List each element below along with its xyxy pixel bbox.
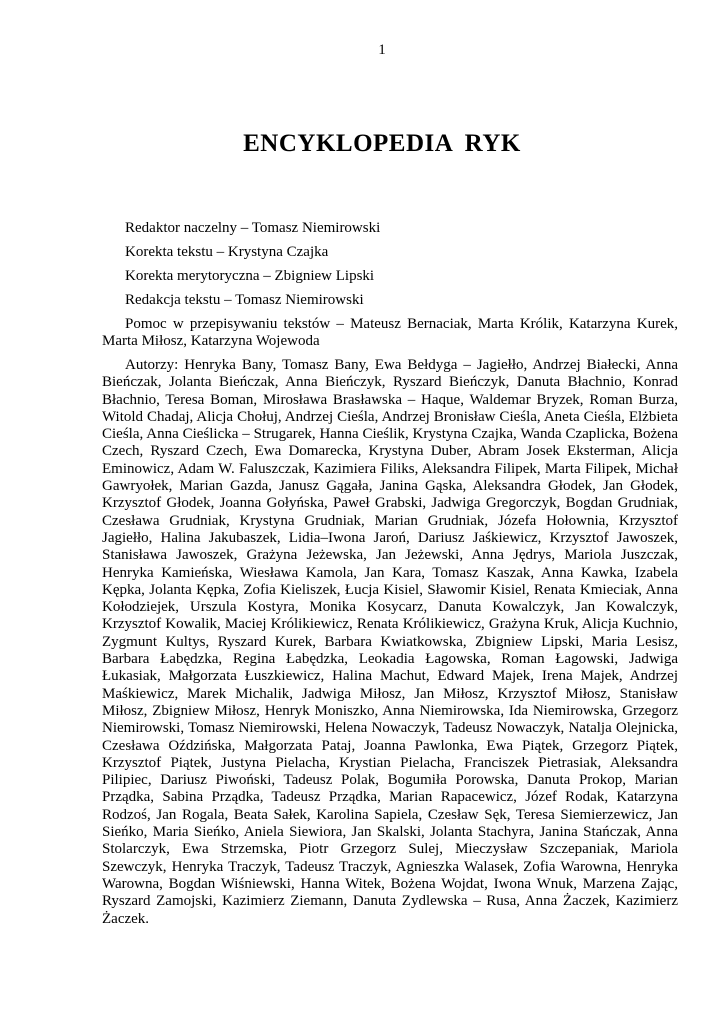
page-number: 1 [378, 42, 386, 58]
document-title: ENCYKLOPEDIA RYK [243, 130, 521, 157]
credit-transcription-help: Pomoc w przepisywaniu tekstów – Mateusz Bernaciak, Marta Królik, Katarzyna Kurek, Marta Miłosz, Katarzyna Wojewoda [102, 316, 678, 349]
credit-editor-in-chief: Redaktor naczelny – Tomasz Niemirowski [125, 220, 381, 236]
credit-text-editing: Redakcja tekstu – Tomasz Niemirowski [125, 292, 364, 308]
authors-list: Autorzy: Henryka Bany, Tomasz Bany, Ewa Bełdyga – Jagiełło, Andrzej Białecki, Anna Bieńczak, Jolanta Bieńczak, Anna Bieńczyk, Ryszard Bieńczyk, Danuta Błachnio, Konrad Błachnio, Teresa Boman, Mirosława Brasławska – Haque, Waldemar Bryzek, Roman Burza, Witold Chadaj, Alicja Chołuj, Andrzej Cieśla, Andrzej Bronisław Cieśla, Aneta Cieśla, Elżbieta Cieśla, Anna Cieślicka – Strugarek, Hanna Cieślik, Krystyna Czajka, Wanda Czaplicka, Bożena Czech, Ryszard Czech, Ewa Domarecka, Krystyna Duber, Abram Josek Eksterman, Alicja Eminowicz, Adam W. Faluszczak, Kazimiera Filiks, Aleksandra Filipek, Marta Filipek, Michał Gawryołek, Marian Gazda, Janusz Gągała, Janina Gąska, Aleksandra Głodek, Jan Głodek, Krzysztof Głodek, Joanna Gołyńska, Paweł Grabski, Jadwiga Gregorczyk, Bogdan Grudniak, Czesława Grudniak, Krystyna Grudniak, Marian Grudniak, Józefa Hołownia, Krzysztof Jagiełło, Halina Jakubaszek, Lidia–Iwona Jaroń, Dariusz Jaśkiewicz, Krzysztof Jawoszek, Stanisława Jawoszek, Grażyna Jeżewska, Jan Jeżewski, Anna Jędrys, Mariola Juszczak, Henryka Kamieńska, Wiesława Kamola, Jan Kara, Tomasz Kaszak, Anna Kawka, Izabela Kępka, Jolanta Kępka, Zofia Kieliszek, Łucja Kisiel, Sławomir Kisiel, Renata Kmieciak, Anna Kołodziejek, Urszula Kostyra, Monika Kosycarz, Danuta Kowalczyk, Jan Kowalczyk, Krzysztof Kowalik, Maciej Królikiewicz, Renata Królikiewicz, Grażyna Kruk, Alicja Kuchnio, Zygmunt Kultys, Ryszard Kurek, Barbara Kwiatkowska, Zbigniew Lipski, Maria Lesisz, Barbara Łabędzka, Regina Łabędzka, Leokadia Łagowska, Roman Łagowski, Jadwiga Łukasiak, Małgorzata Łuszkiewicz, Halina Machut, Edward Majek, Irena Majek, Andrzej Maśkiewicz, Marek Michalik, Jadwiga Miłosz, Jan Miłosz, Krzysztof Miłosz, Stanisław Miłosz, Zbigniew Miłosz, Henryk Moniszko, Anna Niemirowska, Ida Niemirowska, Grzegorz Niemirowski, Tomasz Niemirowski, Helena Nowaczyk, Tadeusz Nowaczyk, Natalja Olejnicka, Czesława Oździńska, Małgorzata Pataj, Joanna Pawlonka, Ewa Piątek, Grzegorz Piątek, Krzysztof Piątek, Justyna Pielacha, Krystian Pielacha, Franciszek Pietrasiak, Aleksandra Pilipiec, Dariusz Piwoński, Tadeusz Polak, Bogumiła Porowska, Danuta Prokop, Marian Prządka, Sabina Prządka, Tadeusz Prządka, Marian Rapacewicz, Józef Rodak, Katarzyna Rodzoś, Jan Rogala, Beata Sałek, Karolina Sapiela, Czesław Sęk, Teresa Siemierzewicz, Jan Sieńko, Maria Sieńko, Aniela Siewiora, Jan Skalski, Jolanta Stachyra, Janina Stańczak, Anna Stolarczyk, Ewa Strzemska, Piotr Grzegorz Sulej, Mieczysław Szczepaniak, Mariola Szewczyk, Henryka Traczyk, Tadeusz Traczyk, Agnieszka Walasek, Zofia Warowna, Henryka Warowna, Bogdan Wiśniewski, Hanna Witek, Bożena Wojdat, Iwona Wnuk, Marzena Zając, Ryszard Zamojski, Kazimierz Ziemann, Danuta Zydlewska – Rusa, Anna Żaczek, Kazimierz Żaczek. [102, 357, 678, 927]
credit-content-review: Korekta merytoryczna – Zbigniew Lipski [125, 268, 375, 284]
credit-text-proofreading: Korekta tekstu – Krystyna Czajka [125, 244, 329, 260]
credits-section [102, 220, 678, 928]
